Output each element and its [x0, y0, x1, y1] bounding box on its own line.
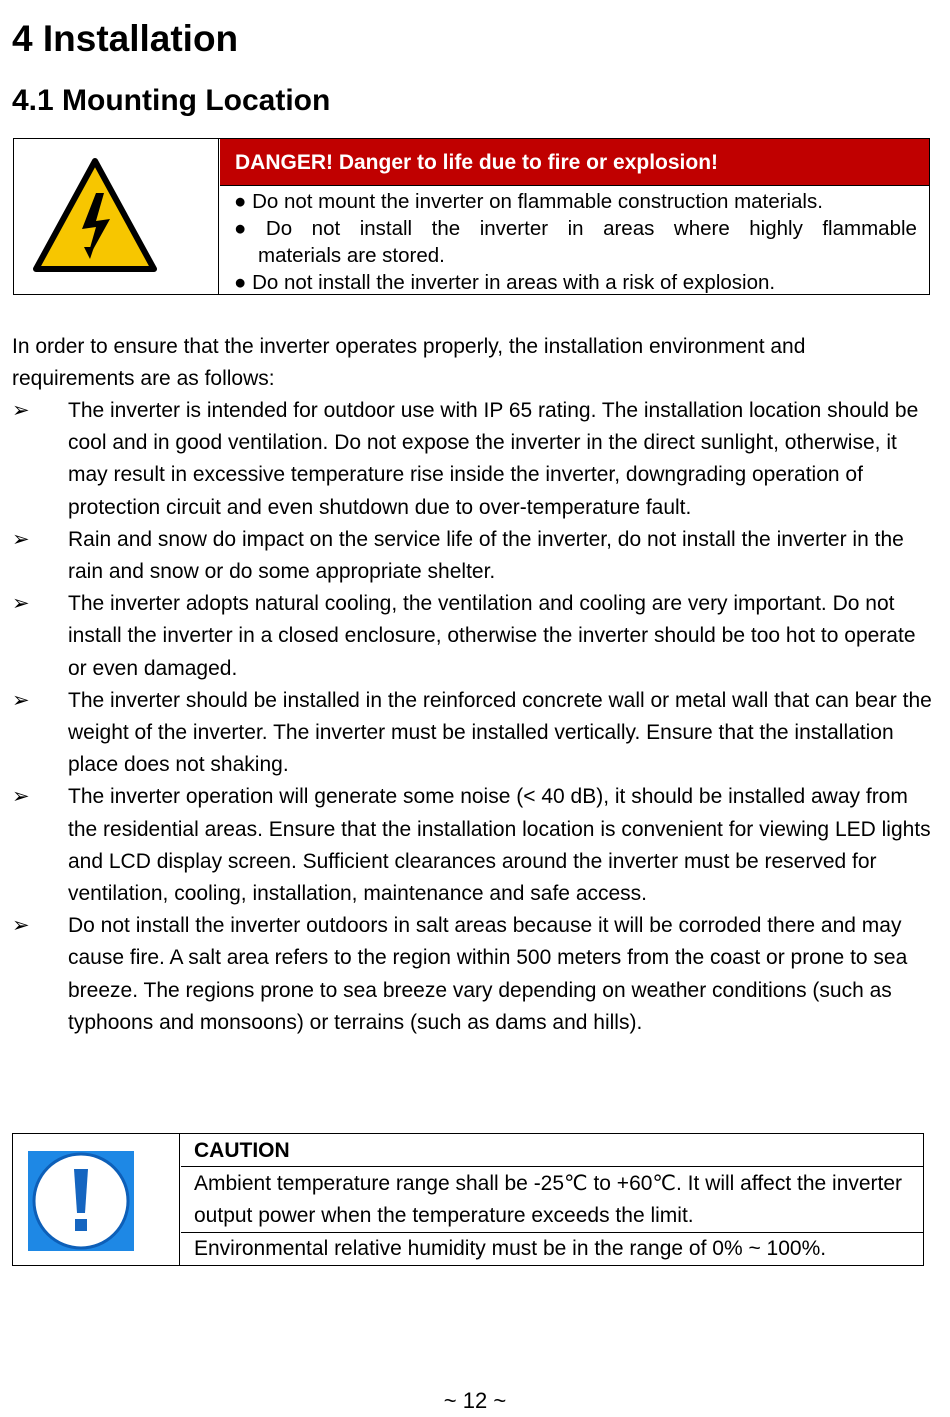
danger-word: not	[311, 217, 341, 240]
requirements-list	[12, 395, 937, 1039]
arrow-bullet-icon: ➢	[12, 592, 30, 616]
section-heading: 4.1 Mounting Location	[12, 84, 331, 117]
danger-word: inverter	[479, 217, 549, 240]
caution-row: Environmental relative humidity must be in the range of 0% ~ 100%.	[194, 1237, 827, 1260]
danger-item: ● Do not install the inverter in areas with a risk of explosion.	[234, 271, 776, 294]
list-item-text: The inverter operation will generate some noise (< 40 dB), it should be installed away from the residential areas. Ensure that the installation location is convenient for viewing LED lights and LCD display screen. Sufficient clearances around the inverter must be reserved for ventilation, cooling, installation, maintenance and safe access.	[68, 785, 931, 906]
danger-word: highly	[749, 217, 803, 240]
danger-list	[220, 186, 929, 294]
danger-item: ● Do not mount the inverter on flammable construction materials.	[234, 190, 823, 213]
caution-row: Ambient temperature range shall be -25℃ to +60℃. It will affect the inverter output power when the temperature exceeds the limit.	[181, 1167, 923, 1233]
list-item-text: The inverter is intended for outdoor use with IP 65 rating. The installation location should be cool and in good ventilation. Do not expose the inverter in the direct sunlight, otherwise, it may result in excessive temperature rise inside the inverter, downgrading operation of protection circuit and even shutdown due to over-temperature fault.	[68, 399, 919, 519]
danger-icon-cell	[14, 139, 219, 294]
danger-item-continued: materials are stored.	[258, 244, 445, 267]
danger-word: where	[673, 217, 730, 240]
list-item	[12, 781, 937, 910]
page-heading: 4 Installation	[12, 18, 239, 59]
list-item	[12, 685, 937, 782]
caution-notice-table	[12, 1133, 924, 1266]
list-item	[12, 395, 937, 524]
danger-word: flammable	[822, 217, 917, 240]
danger-notice-table	[13, 138, 930, 295]
arrow-bullet-icon: ➢	[12, 785, 30, 809]
caution-title: CAUTION	[181, 1134, 923, 1167]
danger-title: DANGER! Danger to life due to fire or explosion!	[220, 139, 929, 186]
arrow-bullet-icon: ➢	[12, 399, 30, 422]
page-number: ~ 12 ~	[443, 1388, 507, 1413]
caution-icon-cell	[13, 1134, 180, 1265]
danger-word: in	[567, 217, 584, 240]
list-item-text: The inverter should be installed in the reinforced concrete wall or metal wall that can bear the weight of the inverter. The inverter must be installed vertically. Ensure that the installation place does not shaking.	[68, 688, 932, 777]
intro-paragraph: In order to ensure that the inverter operates properly, the installation environment and requirements are as follows:	[12, 335, 806, 391]
list-item-text: The inverter adopts natural cooling, the ventilation and cooling are very important. Do not install the inverter in a closed enclosure, otherwise the inverter should be too hot to operate or even damaged.	[68, 592, 916, 680]
danger-word: areas	[603, 217, 655, 240]
danger-word: install	[359, 217, 413, 240]
list-item	[12, 524, 937, 588]
arrow-bullet-icon: ➢	[12, 527, 30, 551]
list-item-text: Do not install the inverter outdoors in salt areas because it will be corroded there and may cause fire. A salt area refers to the region within 500 meters from the coast or prone to sea breeze. The regions prone to sea breeze vary depending on weather conditions (such as typhoons and monsoons) or terrains (such as dams and hills).	[68, 914, 908, 1034]
danger-word: Do	[265, 217, 293, 240]
arrow-bullet-icon: ➢	[12, 914, 30, 938]
danger-item-justified	[234, 215, 917, 242]
list-item	[12, 588, 937, 685]
list-item	[12, 910, 937, 1039]
arrow-bullet-icon: ➢	[12, 688, 30, 712]
danger-word: the	[431, 217, 461, 240]
list-item-text: Rain and snow do impact on the service life of the inverter, do not install the inverter in the rain and snow or do some appropriate shelter.	[68, 527, 904, 584]
electric-shock-warning-icon	[30, 155, 160, 277]
exclamation-info-icon	[28, 1151, 134, 1251]
danger-word: ●	[234, 217, 247, 240]
